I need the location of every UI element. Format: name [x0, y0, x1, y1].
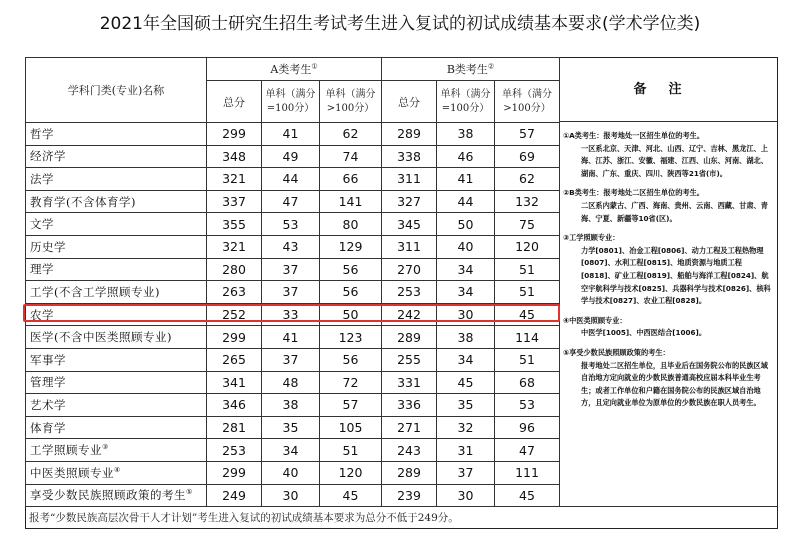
b-score-cell: 32	[437, 416, 495, 439]
a-score-cell: 299	[207, 326, 262, 349]
a-score-cell: 321	[207, 235, 262, 258]
table-row	[26, 168, 560, 191]
b-score-cell: 34	[437, 281, 495, 304]
a-score-cell: 33	[262, 303, 320, 326]
page-title: 2021年全国硕士研究生招生考试考生进入复试的初试成绩基本要求(学术学位类)	[99, 14, 701, 34]
a-score-cell: 299	[207, 123, 262, 146]
b-score-cell: 96	[495, 416, 560, 439]
b-score-cell: 271	[382, 416, 437, 439]
b-score-cell: 34	[437, 348, 495, 371]
b-score-cell: 53	[495, 394, 560, 417]
subject-column-header: 学科门类(专业)名称	[26, 58, 207, 123]
score-table	[25, 57, 560, 507]
table-row	[26, 371, 560, 394]
subject-name: 农学	[26, 303, 207, 326]
a-score-cell: 66	[320, 168, 382, 191]
b-score-cell: 51	[495, 348, 560, 371]
note-item	[563, 315, 775, 340]
a-score-cell: 252	[207, 303, 262, 326]
a-total-header: 总分	[207, 81, 262, 123]
subject-name: 艺术学	[26, 394, 207, 417]
subject-name: 管理学	[26, 371, 207, 394]
b-score-cell: 289	[382, 326, 437, 349]
a-score-cell: 35	[262, 416, 320, 439]
table-row	[26, 123, 560, 146]
note-item	[563, 130, 775, 180]
note-body: 报考地处二区招生单位，且毕业后在国务院公布的民族区域自治地方定向就业的少数民族普通高校应届本科毕业生考生；或者工作单位和户籍在国务院公布的民族区域自治地方，且定向就业单位为原单位的少数民族在职人员考生。	[581, 360, 768, 408]
b-score-cell: 331	[382, 371, 437, 394]
subject-name: 体育学	[26, 416, 207, 439]
note-heading: ①A类考生：报考地处一区招生单位的考生。	[563, 131, 705, 140]
b-score-cell: 338	[382, 145, 437, 168]
a-score-cell: 56	[320, 281, 382, 304]
b-score-cell: 62	[495, 168, 560, 191]
subject-name: 理学	[26, 258, 207, 281]
table-row	[26, 394, 560, 417]
group-b-header: B类考生②	[382, 58, 560, 81]
b-score-cell: 57	[495, 123, 560, 146]
note-heading: ③工学照顾专业：	[563, 233, 620, 243]
note-item	[563, 187, 775, 225]
b-score-cell: 75	[495, 213, 560, 236]
a-score-cell: 30	[262, 484, 320, 507]
b-score-cell: 270	[382, 258, 437, 281]
b-score-cell: 30	[437, 303, 495, 326]
b-singlegt100-header: 单科（满分 >100分）	[495, 81, 560, 123]
a-score-cell: 80	[320, 213, 382, 236]
a-score-cell: 56	[320, 258, 382, 281]
footnote-mark: ④	[114, 465, 121, 474]
a-score-cell: 37	[262, 348, 320, 371]
b-score-cell: 68	[495, 371, 560, 394]
a-score-cell: 265	[207, 348, 262, 371]
b-score-cell: 311	[382, 168, 437, 191]
b-score-cell: 30	[437, 484, 495, 507]
a-score-cell: 49	[262, 145, 320, 168]
table-row	[26, 145, 560, 168]
table-row	[26, 281, 560, 304]
a-score-cell: 37	[262, 258, 320, 281]
notes-header: 备注	[559, 57, 778, 122]
subject-name: 中医类照顾专业④	[26, 461, 207, 484]
footnote-mark: ③	[102, 443, 109, 452]
subject-name: 历史学	[26, 235, 207, 258]
a-score-cell: 355	[207, 213, 262, 236]
b-score-cell: 31	[437, 439, 495, 462]
a-score-cell: 341	[207, 371, 262, 394]
b-score-cell: 239	[382, 484, 437, 507]
footnote-mark: ⑤	[186, 488, 193, 497]
b-score-cell: 289	[382, 461, 437, 484]
note-body: 一区系北京、天津、河北、山西、辽宁、吉林、黑龙江、上海、江苏、浙江、安徽、福建、江西、山东、河南、湖北、湖南、广东、重庆、四川、陕西等21省(市)。	[581, 143, 768, 178]
subject-name: 文学	[26, 213, 207, 236]
b-score-cell: 45	[495, 303, 560, 326]
b-score-cell: 132	[495, 190, 560, 213]
a-score-cell: 47	[262, 190, 320, 213]
a-score-cell: 123	[320, 326, 382, 349]
subject-name: 经济学	[26, 145, 207, 168]
a-score-cell: 37	[262, 281, 320, 304]
b-score-cell: 114	[495, 326, 560, 349]
group-a-header: A类考生①	[207, 58, 382, 81]
b-score-cell: 336	[382, 394, 437, 417]
b-score-cell: 51	[495, 258, 560, 281]
a-score-cell: 74	[320, 145, 382, 168]
a-score-cell: 41	[262, 326, 320, 349]
a-score-cell: 321	[207, 168, 262, 191]
a-score-cell: 51	[320, 439, 382, 462]
a-score-cell: 48	[262, 371, 320, 394]
b-score-cell: 44	[437, 190, 495, 213]
a-score-cell: 45	[320, 484, 382, 507]
a-score-cell: 129	[320, 235, 382, 258]
a-score-cell: 57	[320, 394, 382, 417]
subject-name: 教育学(不含体育学)	[26, 190, 207, 213]
table-row	[26, 484, 560, 507]
b-score-cell: 111	[495, 461, 560, 484]
a-score-cell: 105	[320, 416, 382, 439]
subject-name: 军事学	[26, 348, 207, 371]
b-score-cell: 35	[437, 394, 495, 417]
a-score-cell: 38	[262, 394, 320, 417]
note-item	[563, 347, 775, 410]
table-row	[26, 348, 560, 371]
note-body: 二区系内蒙古、广西、海南、贵州、云南、西藏、甘肃、青海、宁夏、新疆等10省(区)。	[581, 200, 768, 223]
note-body: 力学[0801]、冶金工程[0806]、动力工程及工程热物理[0807]、水利工程[0815]、地质资源与地质工程[0818]、矿业工程[0819]、船舶与海洋工程[0824]、航空宇航科学与技术[0825]、兵器科学与技术[0826]、核科学与技术[0827]、农业工程[0828]。	[581, 245, 771, 306]
subject-name: 享受少数民族照顾政策的考生⑤	[26, 484, 207, 507]
note-heading: ④中医类照顾专业：	[563, 315, 627, 325]
notes-panel	[563, 130, 775, 417]
b-score-cell: 242	[382, 303, 437, 326]
a-score-cell: 249	[207, 484, 262, 507]
a-score-cell: 120	[320, 461, 382, 484]
a-score-cell: 56	[320, 348, 382, 371]
a-score-cell: 53	[262, 213, 320, 236]
a-score-cell: 43	[262, 235, 320, 258]
subject-name: 哲学	[26, 123, 207, 146]
a-score-cell: 299	[207, 461, 262, 484]
a-score-cell: 346	[207, 394, 262, 417]
a-singlegt100-header: 单科（满分 >100分）	[320, 81, 382, 123]
b-single100-header: 单科（满分 =100分）	[437, 81, 495, 123]
subject-name: 工学照顾专业③	[26, 439, 207, 462]
b-score-cell: 120	[495, 235, 560, 258]
subject-name: 法学	[26, 168, 207, 191]
b-score-cell: 38	[437, 123, 495, 146]
a-score-cell: 72	[320, 371, 382, 394]
a-score-cell: 40	[262, 461, 320, 484]
b-score-cell: 38	[437, 326, 495, 349]
footer-note: 报考“少数民族高层次骨干人才计划”考生进入复试的初试成绩基本要求为总分不低于249分。	[25, 506, 778, 529]
a-score-cell: 34	[262, 439, 320, 462]
a-score-cell: 263	[207, 281, 262, 304]
table-row	[26, 190, 560, 213]
table-row	[26, 258, 560, 281]
note-heading: ②B类考生：报考地处二区招生单位的考生。	[563, 188, 704, 198]
b-total-header: 总分	[382, 81, 437, 123]
table-row	[26, 461, 560, 484]
b-score-cell: 34	[437, 258, 495, 281]
b-score-cell: 69	[495, 145, 560, 168]
note-heading: ⑤享受少数民族照顾政策的考生：	[563, 347, 670, 357]
a-score-cell: 280	[207, 258, 262, 281]
table-row	[26, 439, 560, 462]
a-score-cell: 348	[207, 145, 262, 168]
a-score-cell: 141	[320, 190, 382, 213]
b-score-cell: 47	[495, 439, 560, 462]
a-score-cell: 281	[207, 416, 262, 439]
table-row	[26, 235, 560, 258]
table-row	[26, 416, 560, 439]
b-score-cell: 311	[382, 235, 437, 258]
a-score-cell: 337	[207, 190, 262, 213]
b-score-cell: 50	[437, 213, 495, 236]
note-body: 中医学[1005]、中西医结合[1006]。	[581, 328, 707, 338]
b-score-cell: 46	[437, 145, 495, 168]
a-score-cell: 62	[320, 123, 382, 146]
b-score-cell: 45	[437, 371, 495, 394]
a-score-cell: 50	[320, 303, 382, 326]
a-single100-header: 单科（满分 =100分）	[262, 81, 320, 123]
b-score-cell: 243	[382, 439, 437, 462]
subject-name: 工学(不含工学照顾专业)	[26, 281, 207, 304]
subject-name: 医学(不含中医类照顾专业)	[26, 326, 207, 349]
b-score-cell: 255	[382, 348, 437, 371]
b-score-cell: 40	[437, 235, 495, 258]
b-score-cell: 345	[382, 213, 437, 236]
a-score-cell: 44	[262, 168, 320, 191]
note-item	[563, 232, 775, 308]
table-row	[26, 326, 560, 349]
b-score-cell: 51	[495, 281, 560, 304]
a-score-cell: 253	[207, 439, 262, 462]
b-score-cell: 41	[437, 168, 495, 191]
table-row	[26, 303, 560, 326]
b-score-cell: 253	[382, 281, 437, 304]
b-score-cell: 45	[495, 484, 560, 507]
b-score-cell: 37	[437, 461, 495, 484]
a-score-cell: 41	[262, 123, 320, 146]
b-score-cell: 327	[382, 190, 437, 213]
b-score-cell: 289	[382, 123, 437, 146]
table-row	[26, 213, 560, 236]
